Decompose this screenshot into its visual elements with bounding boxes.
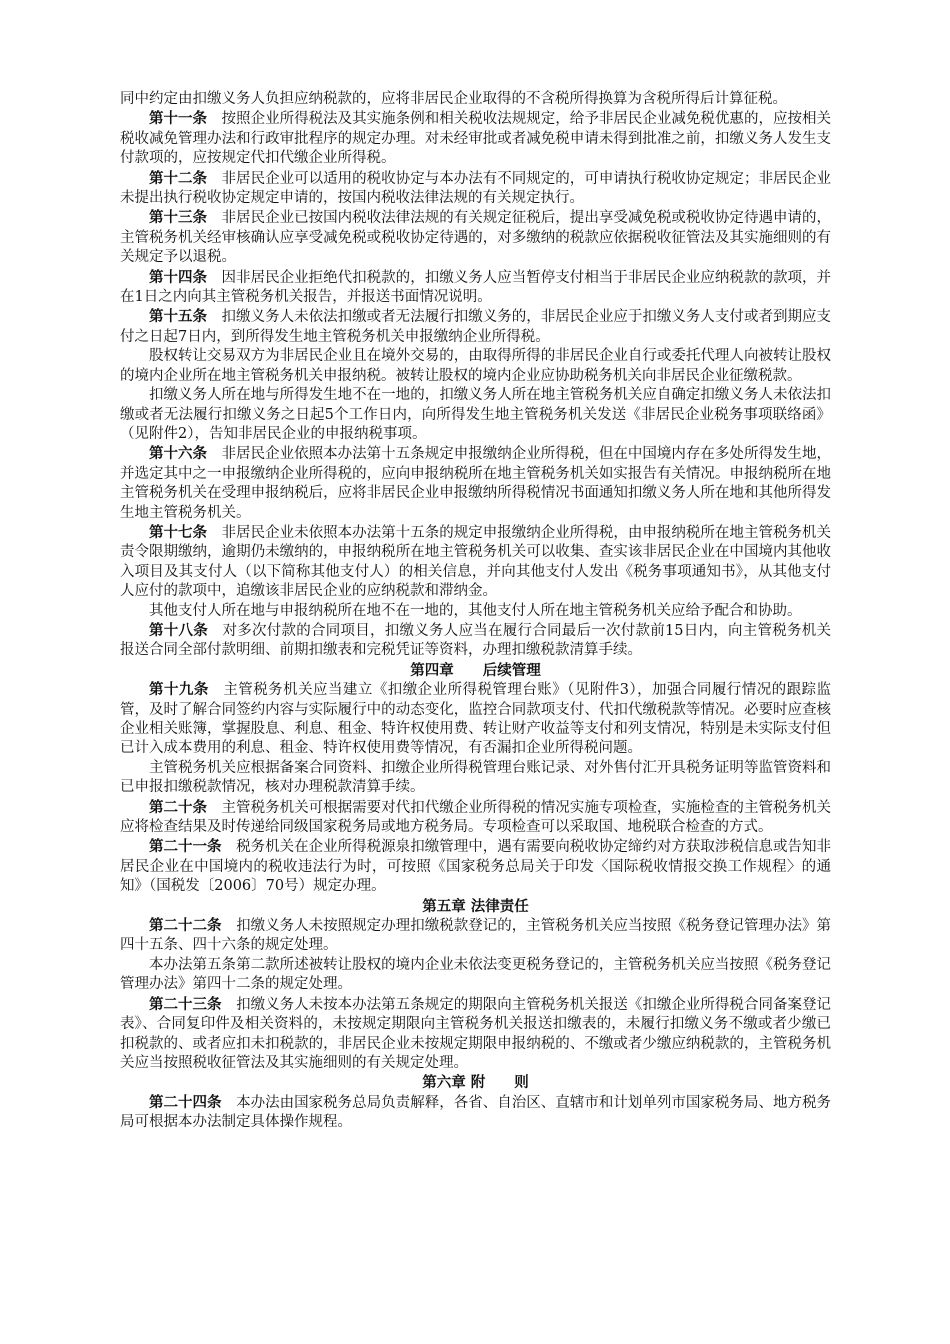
article-label: 第十八条 <box>149 621 209 639</box>
article-paragraph <box>120 680 831 759</box>
body-paragraph: 本办法第五条第二款所述被转让股权的境内企业未依法变更税务登记的，主管税务机关应当按照《税务登记管理办法》第四十二条的规定处理。 <box>120 956 831 993</box>
article-text: 因非居民企业拒绝代扣税款的，扣缴义务人应当暂停支付相当于非居民企业应纳税款的款项，并在1日之内向其主管税务机关报告，并报送书面情况说明。 <box>120 269 831 306</box>
article-label: 第十二条 <box>149 169 208 187</box>
article-label: 第十五条 <box>149 308 208 326</box>
article-text: 扣缴义务人未按本办法第五条规定的期限向主管税务机关报送《扣缴企业所得税合同备案登记表》、合同复印件及相关资料的，未按规定期限向主管税务机关报送扣缴表的，未履行扣缴义务不缴或者少缴已扣税款的、或者应扣未扣税款的，非居民企业未按规定期限申报纳税的、不缴或者少缴应纳税款的，主管税务机关应当按照税收征管法及其实施细则的有关规定处理。 <box>120 996 832 1071</box>
chapter-heading: 第四章 后续管理 <box>410 661 541 679</box>
article-text: 主管税务机关应当建立《扣缴企业所得税管理台账》（见附件3），加强合同履行情况的跟踪监管，及时了解合同签约内容与实际履行中的动态变化，监控合同款项支付、代扣代缴税款等情况。必要时应查核企业相关账簿，掌握股息、利息、租金、特许权使用费、转让财产收益等支付和列支情况，特别是未实际支付但已计入成本费用的利息、租金、特许权使用费等情况，有否漏扣企业所得税问题。 <box>120 682 831 757</box>
article-text: 非居民企业依照本办法第十五条规定申报缴纳企业所得税，但在中国境内存在多处所得发生地，并选定其中之一申报缴纳企业所得税的，应向申报纳税所在地主管税务机关如实报告有关情况。申报纳税所在地主管税务机关在受理申报纳税后，应将非居民企业申报缴纳所得税情况书面通知扣缴义务人所在地和其他所得发生地主管税务机关。 <box>120 446 831 521</box>
body-paragraph: 股权转让交易双方为非居民企业且在境外交易的，由取得所得的非居民企业自行或委托代理人向被转让股权的境内企业所在地主管税务机关申报纳税。被转让股权的境内企业应协助税务机关向非居民企业征缴税款。 <box>120 348 831 384</box>
chapter-heading: 第五章 法律责任 <box>422 897 529 915</box>
article-text: 非居民企业未依照本办法第十五条的规定申报缴纳企业所得税，由申报纳税所在地主管税务机关责令限期缴纳，逾期仍未缴纳的，申报纳税所在地主管税务机关可以收集、查实该非居民企业在中国境内其他收入项目及其支付人（以下简称其他支付人）的相关信息，并向其他支付人发出《税务事项通知书》，从其他支付人应付的款项中，追缴该非居民企业的应纳税款和滞纳金。 <box>120 524 831 600</box>
article-label: 第二十二条 <box>149 917 222 935</box>
article-label: 第十四条 <box>149 268 208 286</box>
article-text: 按照企业所得税法及其实施条例和相关税收法规规定，给予非居民企业减免税优惠的，应按相关税收减免管理办法和行政审批程序的规定办理。对未经审批或者减免税申请未得到批准之前，扣缴义务人发生支付款项的，应按规定代扣代缴企业所得税。 <box>120 111 831 167</box>
article-text: 非居民企业已按国内税收法律法规的有关规定征税后，提出享受减免税或税收协定待遇申请的，主管税务机关经审核确认应享受减免税或税收协定待遇的，对多缴纳的税款应依据税收征管法及其实施细则的有关规定予以退税。 <box>120 210 831 266</box>
article-label: 第二十四条 <box>149 1093 222 1111</box>
article-paragraph <box>120 307 831 347</box>
body-paragraph: 其他支付人所在地与申报纳税所在地不在一地的，其他支付人所在地主管税务机关应给予配合和协助。 <box>149 602 802 619</box>
article-text: 扣缴义务人未按照规定办理扣缴税款登记的，主管税务机关应当按照《税务登记管理办法》第四十五条、四十六条的规定处理。 <box>120 918 832 954</box>
article-paragraph <box>120 268 831 308</box>
article-paragraph <box>120 208 831 267</box>
article-paragraph <box>120 837 831 896</box>
article-label: 第十九条 <box>149 681 209 699</box>
article-paragraph <box>120 621 831 661</box>
article-text: 税务机关在企业所得税源泉扣缴管理中，遇有需要向税收协定缔约对方获取涉税信息或告知非居民企业在中国境内的税收违法行为时，可按照《国家税务总局关于印发〈国际税收情报交换工作规程〉的通知》（国税发〔2006〕70号）规定办理。 <box>120 839 832 895</box>
article-text: 扣缴义务人未依法扣缴或者无法履行扣缴义务的，非居民企业应于扣缴义务人支付或者到期应支付之日起7日内，到所得发生地主管税务机关申报缴纳企业所得税。 <box>120 309 831 345</box>
article-label: 第二十三条 <box>149 995 222 1013</box>
article-paragraph <box>120 109 831 168</box>
article-label: 第十六条 <box>149 445 208 463</box>
article-label: 第十一条 <box>149 110 208 128</box>
article-text: 本办法由国家税务总局负责解释，各省、自治区、直辖市和计划单列市国家税务局、地方税务局可根据本办法制定具体操作规程。 <box>120 1094 832 1131</box>
article-paragraph <box>120 995 831 1074</box>
article-paragraph <box>120 523 831 602</box>
article-label: 第十三条 <box>149 209 208 227</box>
article-label: 第二十条 <box>149 798 208 816</box>
article-text: 主管税务机关可根据需要对代扣代缴企业所得税的情况实施专项检查，实施检查的主管税务机关应将检查结果及时传递给同级国家税务局或地方税务局。专项检查可以采取国、地税联合检查的方式。 <box>120 799 831 836</box>
article-paragraph <box>120 798 831 838</box>
article-paragraph <box>120 444 831 523</box>
article-label: 第十七条 <box>149 523 208 541</box>
body-paragraph: 主管税务机关应根据备案合同资料、扣缴企业所得税管理台账记录、对外售付汇开具税务证明等监管资料和已申报扣缴税款情况，核对办理税款清算手续。 <box>120 759 831 796</box>
article-paragraph <box>120 169 831 209</box>
article-paragraph <box>120 916 831 956</box>
body-paragraph: 同中约定由扣缴义务人负担应纳税款的，应将非居民企业取得的不含税所得换算为含税所得后计算征税。 <box>120 91 787 107</box>
article-paragraph <box>120 1093 831 1133</box>
article-text: 对多次付款的合同项目，扣缴义务人应当在履行合同最后一次付款前15日内，向主管税务机关报送合同全部付款明细、前期扣缴表和完税凭证等资料，办理扣缴税款清算手续。 <box>120 622 832 659</box>
article-label: 第二十一条 <box>149 838 222 856</box>
document-page <box>120 90 831 1133</box>
article-text: 非居民企业可以适用的税收协定与本办法有不同规定的，可申请执行税收协定规定；非居民企业未提出执行税收协定规定申请的，按国内税收法律法规的有关规定执行。 <box>120 170 831 207</box>
body-paragraph: 扣缴义务人所在地与所得发生地不在一地的，扣缴义务人所在地主管税务机关应自确定扣缴义务人未依法扣缴或者无法履行扣缴义务之日起5个工作日内，向所得发生地主管税务机关发送《非居民企业税务事项联络函》（见附件2），告知非居民企业的申报纳税事项。 <box>120 387 831 442</box>
chapter-heading: 第六章 附 则 <box>422 1074 529 1092</box>
